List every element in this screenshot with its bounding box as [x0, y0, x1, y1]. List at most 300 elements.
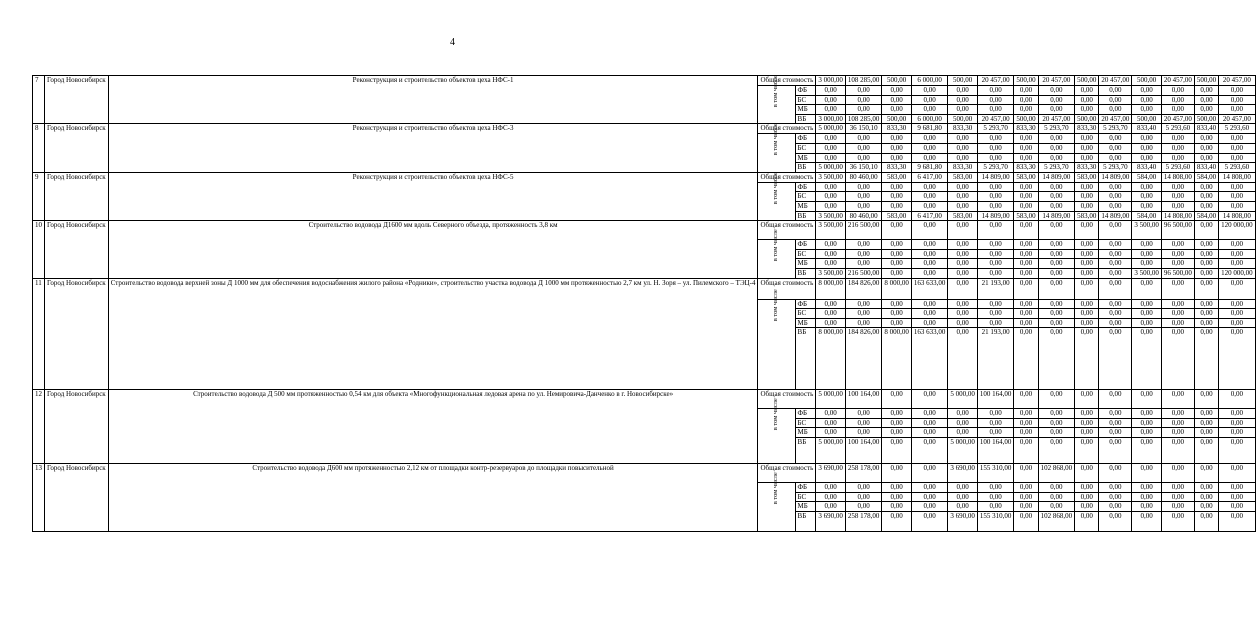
value-cell: 0,00 [1161, 299, 1194, 309]
value-cell: 0,00 [845, 105, 882, 115]
value-cell: 14 809,00 [977, 211, 1014, 221]
value-cell: 584,00 [1132, 172, 1162, 182]
city-cell: Город Новосибирск [45, 278, 109, 390]
value-cell: 0,00 [1038, 278, 1075, 299]
value-cell: 0,00 [1161, 464, 1194, 483]
value-cell: 0,00 [845, 143, 882, 153]
value-cell: 20 457,00 [1161, 76, 1194, 86]
value-cell: 96 500,00 [1161, 221, 1194, 240]
value-cell: 20 457,00 [1161, 114, 1194, 124]
value-cell: 0,00 [911, 318, 948, 328]
value-cell: 0,00 [1038, 153, 1075, 163]
funding-source-label: ВБ [795, 511, 816, 531]
value-cell: 833,30 [948, 163, 978, 173]
table-row [33, 76, 1256, 86]
value-cell: 0,00 [1075, 221, 1099, 240]
value-cell: 3 500,00 [1132, 221, 1162, 240]
value-cell: 0,00 [1194, 328, 1218, 390]
row-number: 10 [33, 221, 45, 278]
value-cell: 0,00 [948, 134, 978, 144]
value-cell: 0,00 [977, 192, 1014, 202]
value-cell: 0,00 [948, 249, 978, 259]
value-cell: 583,00 [1075, 211, 1099, 221]
value-cell: 0,00 [911, 428, 948, 438]
value-cell: 0,00 [882, 105, 912, 115]
value-cell: 14 808,00 [1219, 172, 1256, 182]
value-cell: 0,00 [816, 492, 846, 502]
value-cell: 0,00 [911, 268, 948, 278]
value-cell: 0,00 [1194, 95, 1218, 105]
value-cell: 0,00 [1161, 153, 1194, 163]
value-cell: 0,00 [948, 240, 978, 250]
total-cost-label: Общая стоимость [758, 278, 816, 299]
value-cell: 500,00 [1132, 114, 1162, 124]
value-cell: 0,00 [1219, 428, 1256, 438]
value-cell: 0,00 [816, 299, 846, 309]
value-cell: 0,00 [1099, 221, 1132, 240]
value-cell: 0,00 [948, 492, 978, 502]
value-cell: 0,00 [977, 153, 1014, 163]
funding-source-label: МБ [795, 153, 816, 163]
value-cell: 0,00 [1075, 86, 1099, 96]
value-cell: 0,00 [1099, 511, 1132, 531]
total-cost-label: Общая стоимость [758, 124, 816, 134]
value-cell: 0,00 [1161, 86, 1194, 96]
value-cell: 0,00 [816, 192, 846, 202]
table-row [33, 221, 1256, 240]
value-cell: 0,00 [1075, 464, 1099, 483]
value-cell: 0,00 [1075, 390, 1099, 409]
value-cell: 0,00 [1161, 409, 1194, 419]
funding-source-label: МБ [795, 428, 816, 438]
value-cell: 0,00 [1099, 134, 1132, 144]
value-cell: 0,00 [1038, 182, 1075, 192]
value-cell: 0,00 [882, 259, 912, 269]
value-cell: 0,00 [948, 201, 978, 211]
value-cell: 0,00 [1038, 409, 1075, 419]
value-cell: 0,00 [1075, 192, 1099, 202]
value-cell: 0,00 [1132, 153, 1162, 163]
value-cell: 0,00 [1132, 390, 1162, 409]
value-cell: 0,00 [1219, 464, 1256, 483]
value-cell: 0,00 [882, 464, 912, 483]
value-cell: 0,00 [1014, 418, 1038, 428]
value-cell: 0,00 [948, 409, 978, 419]
total-cost-label: Общая стоимость [758, 76, 816, 86]
value-cell: 0,00 [882, 299, 912, 309]
value-cell: 0,00 [1038, 483, 1075, 493]
value-cell: 0,00 [1099, 502, 1132, 512]
value-cell: 14 809,00 [977, 172, 1014, 182]
value-cell: 0,00 [1014, 95, 1038, 105]
value-cell: 6 417,00 [911, 172, 948, 182]
funding-source-label: БС [795, 192, 816, 202]
value-cell: 0,00 [948, 86, 978, 96]
value-cell: 0,00 [1194, 428, 1218, 438]
value-cell: 0,00 [1099, 105, 1132, 115]
value-cell: 0,00 [845, 309, 882, 319]
value-cell: 0,00 [1161, 438, 1194, 464]
value-cell: 120 000,00 [1219, 221, 1256, 240]
value-cell: 108 285,00 [845, 76, 882, 86]
value-cell: 14 808,00 [1161, 172, 1194, 182]
value-cell: 5 293,70 [977, 163, 1014, 173]
value-cell: 0,00 [845, 492, 882, 502]
value-cell: 0,00 [816, 105, 846, 115]
value-cell: 21 193,00 [977, 278, 1014, 299]
row-number: 11 [33, 278, 45, 390]
value-cell: 0,00 [1219, 278, 1256, 299]
value-cell: 0,00 [1099, 249, 1132, 259]
value-cell: 14 809,00 [1038, 211, 1075, 221]
value-cell: 0,00 [911, 221, 948, 240]
value-cell: 3 690,00 [816, 511, 846, 531]
value-cell: 36 150,10 [845, 163, 882, 173]
value-cell: 0,00 [882, 483, 912, 493]
value-cell: 0,00 [1194, 502, 1218, 512]
value-cell: 14 808,00 [1161, 211, 1194, 221]
value-cell: 0,00 [882, 86, 912, 96]
value-cell: 0,00 [1075, 240, 1099, 250]
value-cell: 500,00 [1132, 76, 1162, 86]
value-cell: 0,00 [1075, 511, 1099, 531]
value-cell: 0,00 [1099, 464, 1132, 483]
value-cell: 9 681,80 [911, 163, 948, 173]
value-cell: 0,00 [1132, 95, 1162, 105]
value-cell: 0,00 [1038, 201, 1075, 211]
value-cell: 0,00 [1132, 259, 1162, 269]
value-cell: 0,00 [1038, 492, 1075, 502]
value-cell: 0,00 [911, 143, 948, 153]
value-cell: 20 457,00 [977, 76, 1014, 86]
value-cell: 0,00 [1099, 328, 1132, 390]
value-cell: 0,00 [1075, 249, 1099, 259]
value-cell: 0,00 [1161, 492, 1194, 502]
value-cell: 5 000,00 [948, 390, 978, 409]
value-cell: 0,00 [1132, 278, 1162, 299]
value-cell: 0,00 [1132, 492, 1162, 502]
value-cell: 833,30 [1014, 163, 1038, 173]
value-cell: 0,00 [1099, 240, 1132, 250]
value-cell: 0,00 [1194, 409, 1218, 419]
value-cell: 0,00 [882, 418, 912, 428]
value-cell: 0,00 [845, 318, 882, 328]
value-cell: 3 500,00 [816, 221, 846, 240]
value-cell: 0,00 [1099, 192, 1132, 202]
value-cell: 0,00 [1038, 105, 1075, 115]
value-cell: 0,00 [1075, 95, 1099, 105]
value-cell: 0,00 [1075, 153, 1099, 163]
value-cell: 0,00 [977, 259, 1014, 269]
value-cell: 833,30 [948, 124, 978, 134]
funding-source-label: МБ [795, 105, 816, 115]
value-cell: 833,30 [1075, 124, 1099, 134]
value-cell: 0,00 [1161, 105, 1194, 115]
value-cell: 0,00 [948, 299, 978, 309]
value-cell: 0,00 [1014, 464, 1038, 483]
value-cell: 3 000,00 [816, 114, 846, 124]
value-cell: 5 000,00 [948, 438, 978, 464]
value-cell: 0,00 [816, 249, 846, 259]
value-cell: 3 500,00 [816, 268, 846, 278]
value-cell: 0,00 [1161, 240, 1194, 250]
including-label-cell [758, 472, 795, 532]
funding-source-label: ВБ [795, 328, 816, 390]
value-cell: 0,00 [1038, 86, 1075, 96]
value-cell: 0,00 [1038, 134, 1075, 144]
value-cell: 0,00 [1219, 134, 1256, 144]
including-label: в том числе [772, 472, 780, 505]
value-cell: 8 000,00 [816, 328, 846, 390]
value-cell: 0,00 [977, 299, 1014, 309]
value-cell: 0,00 [977, 95, 1014, 105]
value-cell: 0,00 [1219, 201, 1256, 211]
value-cell: 21 193,00 [977, 328, 1014, 390]
value-cell: 0,00 [977, 105, 1014, 115]
value-cell: 0,00 [911, 249, 948, 259]
funding-source-label: БС [795, 143, 816, 153]
value-cell: 0,00 [1099, 143, 1132, 153]
value-cell: 0,00 [845, 409, 882, 419]
value-cell: 6 417,00 [911, 211, 948, 221]
value-cell: 0,00 [882, 182, 912, 192]
value-cell: 20 457,00 [977, 114, 1014, 124]
value-cell: 5 293,70 [977, 124, 1014, 134]
funding-source-label: ВБ [795, 163, 816, 173]
value-cell: 0,00 [1014, 492, 1038, 502]
value-cell: 100 164,00 [977, 438, 1014, 464]
value-cell: 0,00 [1194, 464, 1218, 483]
value-cell: 0,00 [1219, 328, 1256, 390]
value-cell: 3 690,00 [816, 464, 846, 483]
value-cell: 0,00 [977, 221, 1014, 240]
value-cell: 0,00 [1014, 409, 1038, 419]
funding-source-label: МБ [795, 318, 816, 328]
value-cell: 0,00 [948, 483, 978, 493]
value-cell: 0,00 [1014, 192, 1038, 202]
object-description: Реконструкция и строительство объектов цеха НФС-3 [108, 124, 758, 172]
value-cell: 5 293,70 [1099, 124, 1132, 134]
value-cell: 0,00 [1194, 134, 1218, 144]
value-cell: 5 000,00 [816, 390, 846, 409]
funding-source-label: ВБ [795, 268, 816, 278]
value-cell: 0,00 [1219, 318, 1256, 328]
value-cell: 0,00 [1014, 309, 1038, 319]
value-cell: 0,00 [977, 182, 1014, 192]
table-row [33, 278, 1256, 299]
value-cell: 0,00 [1014, 483, 1038, 493]
city-cell: Город Новосибирск [45, 390, 109, 464]
value-cell: 0,00 [1219, 483, 1256, 493]
value-cell: 0,00 [1161, 249, 1194, 259]
value-cell: 0,00 [1132, 409, 1162, 419]
value-cell: 0,00 [882, 201, 912, 211]
value-cell: 5 293,60 [1161, 163, 1194, 173]
value-cell: 258 178,00 [845, 464, 882, 483]
value-cell: 0,00 [816, 418, 846, 428]
object-description: Строительство водовода Д600 мм протяженностью 2,12 км от площадки контр-резервуаров до площадки повысительной [108, 464, 758, 532]
value-cell: 0,00 [882, 134, 912, 144]
value-cell: 0,00 [882, 153, 912, 163]
total-cost-label: Общая стоимость [758, 390, 816, 409]
value-cell: 0,00 [948, 278, 978, 299]
value-cell: 0,00 [948, 428, 978, 438]
value-cell: 0,00 [911, 182, 948, 192]
value-cell: 0,00 [1219, 390, 1256, 409]
value-cell: 14 808,00 [1219, 211, 1256, 221]
value-cell: 0,00 [1075, 134, 1099, 144]
value-cell: 0,00 [1194, 299, 1218, 309]
value-cell: 184 826,00 [845, 328, 882, 390]
value-cell: 0,00 [977, 492, 1014, 502]
value-cell: 0,00 [1038, 240, 1075, 250]
city-cell: Город Новосибирск [45, 76, 109, 124]
value-cell: 833,40 [1194, 124, 1218, 134]
value-cell: 0,00 [882, 249, 912, 259]
value-cell: 3 000,00 [816, 76, 846, 86]
value-cell: 0,00 [1161, 328, 1194, 390]
value-cell: 0,00 [1038, 428, 1075, 438]
value-cell: 0,00 [1194, 483, 1218, 493]
value-cell: 0,00 [1132, 318, 1162, 328]
value-cell: 0,00 [845, 428, 882, 438]
funding-source-label: БС [795, 309, 816, 319]
value-cell: 8 000,00 [882, 278, 912, 299]
value-cell: 100 164,00 [977, 390, 1014, 409]
value-cell: 0,00 [1099, 390, 1132, 409]
investment-program-table [32, 75, 1256, 532]
value-cell: 0,00 [948, 221, 978, 240]
value-cell: 100 164,00 [845, 390, 882, 409]
value-cell: 583,00 [882, 172, 912, 182]
object-description: Реконструкция и строительство объектов цеха НФС-5 [108, 172, 758, 220]
value-cell: 0,00 [1075, 418, 1099, 428]
value-cell: 0,00 [1075, 483, 1099, 493]
total-cost-label: Общая стоимость [758, 464, 816, 483]
value-cell: 0,00 [1075, 299, 1099, 309]
value-cell: 0,00 [1075, 278, 1099, 299]
value-cell: 0,00 [1038, 299, 1075, 309]
value-cell: 3 500,00 [816, 172, 846, 182]
value-cell: 0,00 [1014, 328, 1038, 390]
including-label: в том числе [772, 75, 780, 108]
value-cell: 0,00 [977, 309, 1014, 319]
value-cell: 20 457,00 [1038, 76, 1075, 86]
value-cell: 0,00 [882, 95, 912, 105]
value-cell: 0,00 [1038, 328, 1075, 390]
funding-source-label: ВБ [795, 211, 816, 221]
value-cell: 0,00 [1014, 249, 1038, 259]
value-cell: 0,00 [1161, 201, 1194, 211]
value-cell: 0,00 [911, 438, 948, 464]
value-cell: 0,00 [1194, 259, 1218, 269]
value-cell: 0,00 [911, 464, 948, 483]
value-cell: 0,00 [911, 390, 948, 409]
value-cell: 0,00 [845, 153, 882, 163]
value-cell: 0,00 [1219, 309, 1256, 319]
funding-source-label: БС [795, 95, 816, 105]
value-cell: 500,00 [1014, 114, 1038, 124]
funding-source-label: ФБ [795, 299, 816, 309]
object-description: Строительство водовода верхней зоны Д 1000 мм для обеспечения водоснабжения жилого района «Родники», строительство участка водовода Д 1000 мм протяженностью 2,7 км ул. Н. Зоря – ул. Пилемского – ТЭЦ-4 [108, 278, 758, 390]
value-cell: 0,00 [1161, 418, 1194, 428]
value-cell: 20 457,00 [1099, 114, 1132, 124]
value-cell: 0,00 [977, 201, 1014, 211]
including-label-cell [758, 229, 795, 278]
value-cell: 0,00 [816, 409, 846, 419]
value-cell: 3 500,00 [1132, 268, 1162, 278]
value-cell: 0,00 [1038, 418, 1075, 428]
value-cell: 0,00 [1194, 492, 1218, 502]
including-label: в том числе [772, 288, 780, 321]
value-cell: 583,00 [1014, 211, 1038, 221]
value-cell: 0,00 [948, 192, 978, 202]
value-cell: 0,00 [1194, 309, 1218, 319]
value-cell: 500,00 [1194, 114, 1218, 124]
value-cell: 0,00 [1038, 192, 1075, 202]
city-cell: Город Новосибирск [45, 124, 109, 172]
value-cell: 0,00 [911, 134, 948, 144]
value-cell: 833,30 [882, 163, 912, 173]
value-cell: 0,00 [816, 95, 846, 105]
value-cell: 0,00 [1132, 464, 1162, 483]
value-cell: 0,00 [882, 192, 912, 202]
value-cell: 0,00 [1038, 221, 1075, 240]
value-cell: 0,00 [1099, 309, 1132, 319]
value-cell: 500,00 [882, 76, 912, 86]
value-cell: 0,00 [1075, 309, 1099, 319]
value-cell: 0,00 [1161, 182, 1194, 192]
value-cell: 0,00 [845, 134, 882, 144]
value-cell: 0,00 [1194, 278, 1218, 299]
city-cell: Город Новосибирск [45, 464, 109, 532]
value-cell: 0,00 [1219, 502, 1256, 512]
table-row [33, 464, 1256, 483]
value-cell: 0,00 [911, 95, 948, 105]
value-cell: 0,00 [845, 249, 882, 259]
value-cell: 833,30 [1014, 124, 1038, 134]
including-label: в том числе [772, 123, 780, 156]
value-cell: 80 460,00 [845, 211, 882, 221]
value-cell: 0,00 [1014, 428, 1038, 438]
value-cell: 0,00 [845, 201, 882, 211]
value-cell: 216 500,00 [845, 268, 882, 278]
row-number: 13 [33, 464, 45, 532]
value-cell: 0,00 [1014, 201, 1038, 211]
value-cell: 0,00 [1161, 502, 1194, 512]
value-cell: 0,00 [1099, 182, 1132, 192]
value-cell: 0,00 [1038, 502, 1075, 512]
value-cell: 0,00 [1132, 201, 1162, 211]
value-cell: 0,00 [1099, 318, 1132, 328]
value-cell: 6 000,00 [911, 76, 948, 86]
funding-source-label: ФБ [795, 240, 816, 250]
value-cell: 0,00 [1014, 153, 1038, 163]
value-cell: 0,00 [1038, 309, 1075, 319]
value-cell: 0,00 [1038, 390, 1075, 409]
funding-source-label: БС [795, 418, 816, 428]
value-cell: 0,00 [1194, 249, 1218, 259]
value-cell: 0,00 [816, 259, 846, 269]
value-cell: 500,00 [882, 114, 912, 124]
value-cell: 0,00 [816, 153, 846, 163]
value-cell: 0,00 [1014, 299, 1038, 309]
value-cell: 0,00 [1014, 182, 1038, 192]
value-cell: 500,00 [1075, 114, 1099, 124]
value-cell: 0,00 [1161, 428, 1194, 438]
table-row [33, 172, 1256, 182]
value-cell: 0,00 [1014, 240, 1038, 250]
